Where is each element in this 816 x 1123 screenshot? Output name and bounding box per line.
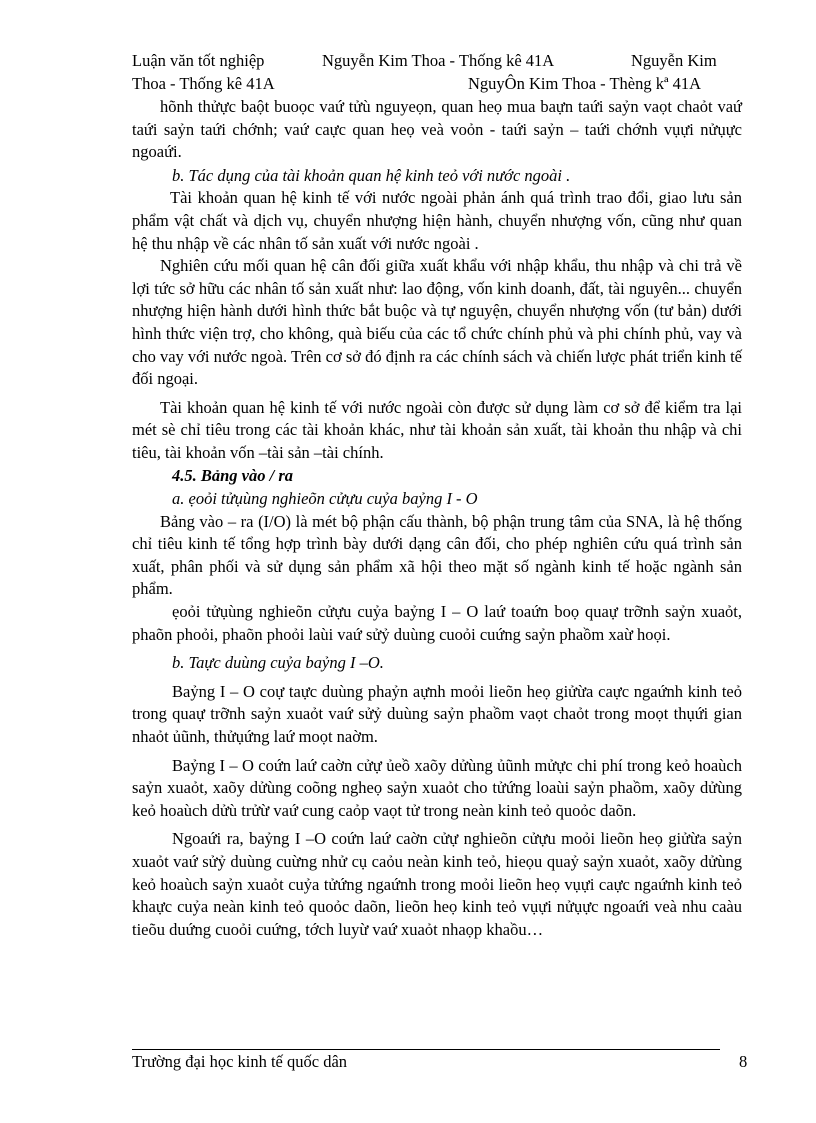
page-body: [132, 96, 742, 941]
footer-school-name: Trường đại học kinh tế quốc dân: [132, 1052, 348, 1071]
subheading-a-io-object: a. ẹoỏi tửụùng nghieõn cửựu cuỷa baỷng I - O: [172, 489, 478, 509]
header-author-course: Nguyễn Kim Thoa - Thống kê 41A: [322, 51, 555, 70]
paragraph-account-check: Tài khoản quan hệ kinh tế với nước ngoài còn được sử dụng làm cơ sở để kiểm tra lại mét sè chỉ tiêu trong các tài khoản khác, như tài khoản sản xuất, tài khoản thu nhập và chi tiêu, tài khoản vốn –tài sản –tài chính.: [132, 397, 742, 462]
header-thesis-label: Luận văn tốt nghiệp: [132, 51, 265, 70]
subheading-b-account-effect: b. Tác dụng của tài khoản quan hệ kinh teỏ với nước ngoài .: [172, 165, 571, 185]
section-heading-4-5: 4.5. Bảng vào / ra: [172, 465, 294, 485]
header-author-garbled: NguyÔn Kim Thoa - Thèng kª 41A: [468, 74, 702, 93]
paragraph-garbled-1: hõnh thửực baột buoọc vaứ tửù nguyeọn, quan heọ mua baựn taứi saỷn vaọt chaỏt vaứ taứi saỷn taứi chớnh; vaứ caực quan heọ veà voỏn - taứi saỷn – taứi chớnh vụựi nửụực ngoaứi.: [132, 97, 742, 162]
paragraph-foreign-account-reflects: Tài khoản quan hệ kinh tế với nước ngoài phản ánh quá trình trao đổi, giao lưu sản phẩm vật chất và dịch vụ, chuyển nhượng hiện hành, chuyển nhượng vốn, cũng như quan hệ thu nhập về các nhân tố sản xuất với nước ngoài .: [132, 188, 742, 253]
paragraph-io-definition: Bảng vào – ra (I/O) là mét bộ phận cấu thành, bộ phận trung tâm của SNA, là hệ thống chỉ tiêu kinh tế tổng hợp trình bày dưới dạng cân đối, cho phép nghiên cứu quá trình sản xuất, phân phối và sử dụng sản phẩm xã hội theo mặt số ngành kinh tế hoặc ngành sản phẩm.: [132, 511, 742, 599]
footer-divider: [132, 1049, 720, 1050]
paragraph-balance-research: Nghiên cứu mối quan hệ cân đối giữa xuất khẩu với nhập khẩu, thu nhập và chi trả về lợi tức sở hữu các nhân tố sản xuất như: lao động, vốn kinh doanh, đất, tài nguyên... chuyển nhượng hiện hành dưới hình thức bắt buộc và tự nguyện, chuyển nhượng vốn (tư bản) dưới hình thức viện trợ, cho không, quà biếu của các tổ chức chính phủ và phi chính phủ, vay và cho vay với nước ngoà. Trên cơ sở đó định ra các chính sách và chiến lược phát triển kinh tế đối ngoại.: [132, 256, 742, 389]
paragraph-garbled-3: Baỷng I – O coự taực duùng phaỷn aựnh moỏi lieõn heọ giửừa caực ngaứnh kinh teỏ trong quaự trỡnh saỷn xuaỏt vaứ sửỷ duùng saỷn phaồm vaọt chaỏt trong moọt thụứi gian nhaỏt ủũnh, thửụứng laứ moọt naờm.: [132, 681, 742, 747]
page-number: 8: [739, 1052, 748, 1071]
paragraph-garbled-2: ẹoỏi tửụùng nghieõn cửựu cuỷa baỷng I – O laứ toaứn boọ quaự trỡnh saỷn xuaỏt, phaõn phoỏi, phaõn phoỏi laùi vaứ sửỷ duùng cuoỏi cuứng saỷn phaồm xaừ hoọi.: [132, 602, 742, 644]
paragraph-garbled-4: Baỷng I – O coứn laứ caờn cửự ủeồ xaõy dửùng ủũnh mửực chi phí trong keỏ hoaùch saỷn xuaỏt, xaõy dửùng coõng ngheọ saỷn xuaỏt cho tửứng loaùi saỷn phaồm, xaõy dửùng keỏ hoaùch dửù trửừ vaứ cung caỏp vaọt tử trong neàn kinh teỏ quoỏc daõn.: [132, 755, 742, 820]
header-author-name-rest: Thoa - Thống kê 41A: [132, 74, 275, 93]
subheading-b-io-effect: b. Taực duùng cuỷa baỷng I –O.: [172, 653, 384, 673]
header-author-name-part: Nguyễn Kim: [631, 51, 717, 70]
paragraph-garbled-5: Ngoaứi ra, baỷng I –O coứn laứ caờn cửự nghieõn cửựu moỏi lieõn heọ giửừa saỷn xuaỏt vaứ sửỷ duùng cuừng nhử cụ caỏu neàn kinh teỏ, hieọu quaỷ saỷn xuaỏt, xaõy dửùng keỏ hoaùch saỷn xuaỏt cuỷa tửứng ngaứnh trong moỏi lieõn heọ vụựi caực ngaứnh kinh teỏ khaực cuỷa neàn kinh teỏ quoỏc daõn, lieõn heọ kinh teỏ vụựi nửụực ngoaứi veà nhu caàu tieõu duứng cuoỏi cuứng, tớch luyừ vaứ xuaỏt nhaọp khaồu…: [132, 829, 742, 939]
